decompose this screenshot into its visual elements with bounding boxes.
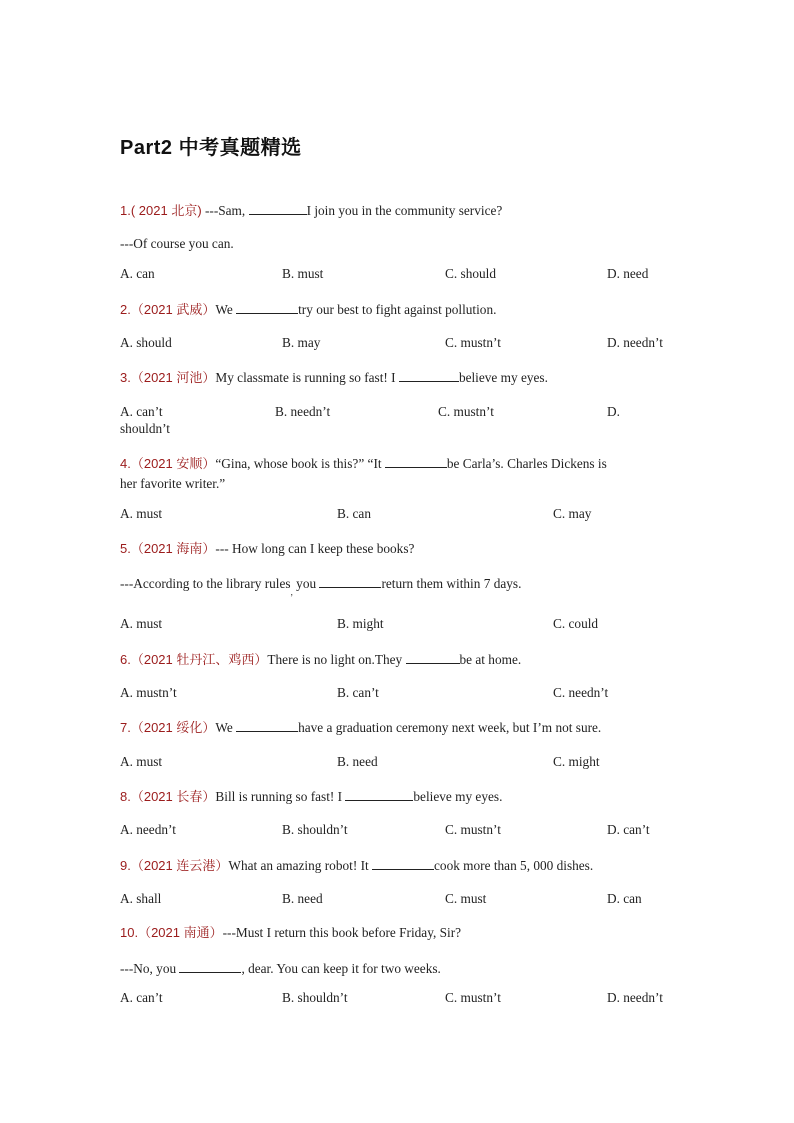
option-c: C. may [553,506,592,521]
option-c: C. mustn’t [445,335,501,350]
option-d: D. needn’t [607,335,663,350]
option-b: B. can’t [337,685,379,700]
option-c: C. needn’t [553,685,609,700]
option-b: B. can [337,506,371,521]
option-b: B. need [282,891,323,906]
question-number: 9. [120,858,131,873]
option-d-text: shouldn’t [120,421,170,436]
question-9-stem: 9.（2021 连云港）What an amazing robot! It cook more than 5, 000 dishes. [120,858,594,873]
answer-blank [179,959,241,973]
question-number: 3. [120,370,131,385]
question-number: 4. [120,456,131,471]
question-source: ( 2021 北京) [130,203,202,218]
question-source: （2021 河池） [130,370,216,385]
option-b: B. shouldn’t [282,822,348,837]
question-1-reply: ---Of course you can. [120,236,234,251]
question-number: 8. [120,789,131,804]
question-source: （2021 长春） [130,789,216,804]
question-number: 10. [120,925,139,940]
question-source: （2021 连云港） [130,858,229,873]
option-a: A. must [120,754,163,769]
option-d: D. can’t [607,822,650,837]
question-source: （2021 安顺） [130,456,216,471]
option-c: C. mustn’t [445,990,501,1005]
question-4-stem: 4.（2021 安顺）“Gina, whose book is this?” “It be Carla’s. Charles Dickens is [120,456,607,471]
question-source: （2021 南通） [138,925,223,940]
page-title: Part2 中考真题精选 [120,137,302,159]
option-a: A. should [120,335,172,350]
option-b: B. might [337,616,384,631]
option-a: A. must [120,506,163,521]
option-b: B. needn’t [275,404,331,419]
option-a: A. mustn’t [120,685,177,700]
option-c: C. mustn’t [438,404,494,419]
question-source: （2021 绥化） [130,720,216,735]
answer-blank [249,201,307,215]
question-number: 1. [120,203,131,218]
answer-blank [236,300,298,314]
option-c: C. might [553,754,600,769]
question-5-reply: ---According to the library rules$_,$ you return them within 7 days. [120,576,522,597]
option-d: D. need [607,266,649,281]
option-d: D. [607,404,620,419]
option-b: B. must [282,266,324,281]
question-7-stem: 7.（2021 绥化）We have a graduation ceremony next week, but I’m not sure. [120,720,602,735]
option-c: C. must [445,891,487,906]
question-10-stem: 10.（2021 南通）---Must I return this book before Friday, Sir? [120,925,462,940]
option-c: C. mustn’t [445,822,501,837]
option-a: A. needn’t [120,822,176,837]
question-1-stem: 1.( 2021 北京) ---Sam, I join you in the community service? [120,203,503,218]
option-d: D. needn’t [607,990,663,1005]
question-8-stem: 8.（2021 长春）Bill is running so fast! I believe my eyes. [120,789,503,804]
question-number: 6. [120,652,131,667]
answer-blank [236,718,298,732]
question-3-stem: 3.（2021 河池）My classmate is running so fast! I believe my eyes. [120,370,548,385]
question-source: （2021 武威） [130,302,216,317]
question-number: 2. [120,302,131,317]
question-10-reply: ---No, you , dear. You can keep it for two weeks. [120,961,441,976]
option-a: A. must [120,616,163,631]
answer-blank [406,650,460,664]
option-c: C. should [445,266,496,281]
option-c: C. could [553,616,599,631]
question-source: （2021 牡丹江、鸡西） [130,652,268,667]
question-number: 5. [120,541,131,556]
question-source: （2021 海南） [130,541,216,556]
answer-blank [385,454,447,468]
question-6-stem: 6.（2021 牡丹江、鸡西）There is no light on.They be at home. [120,652,522,667]
option-a: A. can’t [120,404,163,419]
question-4-stem-cont: her favorite writer.” [120,476,226,491]
option-a: A. shall [120,891,162,906]
question-2-stem: 2.（2021 武威）We try our best to fight against pollution. [120,302,497,317]
question-number: 7. [120,720,131,735]
option-b: B. shouldn’t [282,990,348,1005]
option-b: B. need [337,754,378,769]
answer-blank [399,368,459,382]
question-5-stem: 5.（2021 海南）--- How long can I keep these books? [120,541,415,556]
option-a: A. can [120,266,155,281]
option-b: B. may [282,335,321,350]
answer-blank [372,856,434,870]
option-a: A. can’t [120,990,163,1005]
answer-blank [345,787,413,801]
option-d: D. can [607,891,642,906]
answer-blank [319,574,381,588]
